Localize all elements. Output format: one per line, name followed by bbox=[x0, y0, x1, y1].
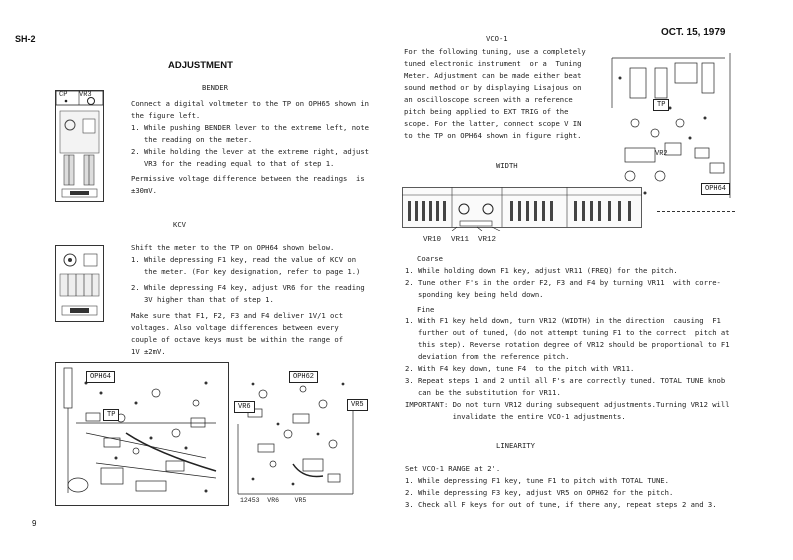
vco-board-schematic bbox=[610, 48, 735, 198]
bender-fig-label-vr3: VR3 bbox=[79, 91, 92, 99]
oph62-bottom-labels: 12453 VR6 VR5 bbox=[240, 497, 307, 504]
vr2-label: VR2 bbox=[655, 150, 668, 158]
page-number: 9 bbox=[32, 519, 37, 528]
bender-fig-label-cp: CP bbox=[59, 91, 68, 99]
coarse-heading: Coarse bbox=[417, 254, 443, 263]
oph64-label: OPH64 bbox=[86, 371, 115, 383]
vr12-label: VR12 bbox=[478, 236, 497, 244]
tp-label-right: TP bbox=[653, 99, 669, 111]
kcv-panel-figure bbox=[55, 245, 104, 322]
vco-heading: VCO-1 bbox=[486, 34, 508, 43]
bender-panel-figure bbox=[55, 90, 104, 202]
fine-text: 1. With F1 key held down, turn VR12 (WIDTH) in the direction causing F1 further out of tuned, (do not attempt tuning F1 to the correct pitch at this step). Reverse rotation degree of VR12 should be proportional to F1 deviation from the reference pitch. 2. With F4 key down, tune F4 to the pitch with VR11. 3. Repeat steps 1 and 2 until all F's are correctly tuned. TOTAL TUNE knob can be the substitution for VR11. IMPORTANT: Do not turn VR12 during subsequent adjustments.Turning VR12 will invalidate the entire VCO-1 adjustments. bbox=[405, 316, 730, 421]
vr10-label: VR10 bbox=[423, 236, 442, 244]
coarse-text: 1. While holding down F1 key, adjust VR11 (FREQ) for the pitch. 2. Tune other F's in the order F2, F3 and F4 by turning VR11 with corre- sponding key being held down. bbox=[405, 266, 721, 299]
bender-heading: BENDER bbox=[202, 83, 228, 92]
dashed-divider bbox=[657, 211, 735, 212]
oph62-label: OPH62 bbox=[289, 371, 318, 383]
section-title: ADJUSTMENT bbox=[168, 60, 233, 71]
kcv-text: Shift the meter to the TP on OPH64 shown below. 1. While depressing F1 key, read the value of KCV on the meter. (For key designation, refer to page 1.) 2. While depressing F4 key, adjust VR6 for the reading 3V higher than that of step 1. Make sure that F1, F2, F3 and F4 deliver 1V/1 oct voltages. Also voltage differences between every couple of octave keys must be within the range of 1V ±2mV. bbox=[131, 243, 365, 356]
fine-heading: Fine bbox=[417, 305, 435, 314]
width-heading: WIDTH bbox=[496, 161, 518, 170]
oph62-board-schematic bbox=[233, 364, 360, 504]
model-label: SH-2 bbox=[15, 34, 36, 44]
vr11-label: VR11 bbox=[451, 236, 470, 244]
bender-text: Connect a digital voltmeter to the TP on OPH65 shown in the figure left. 1. While pushing BENDER lever to the extreme left, note the reading on the meter. 2. While holding the lever at the extreme right, adjust VR3 for the reading equal to that of step 1. Permissive voltage difference between the readings is ±30mV. bbox=[131, 99, 369, 195]
front-panel-figure bbox=[402, 187, 642, 231]
oph64-board-schematic bbox=[55, 362, 229, 506]
vr6-label: VR6 bbox=[234, 401, 255, 413]
linearity-heading: LINEARITY bbox=[496, 441, 535, 450]
oph64-label-right: OPH64 bbox=[701, 183, 730, 195]
vco-intro-text: For the following tuning, use a completely tuned electronic instrument or a Tuning Meter. Adjustment can be made either beat sound method or by displaying Lisajous on an oscilloscope screen with a reference pitch being applied to EXT TRIG of the scope. For the latter, connect scope V IN to the TP on OPH64 shown in figure right. bbox=[404, 47, 586, 140]
kcv-heading: KCV bbox=[173, 220, 186, 229]
date-label: OCT. 15, 1979 bbox=[661, 27, 726, 38]
vr5-label: VR5 bbox=[347, 399, 368, 411]
tp-label: TP bbox=[103, 409, 119, 421]
linearity-text: Set VCO-1 RANGE at 2'. 1. While depressing F1 key, tune F1 to pitch with TOTAL TUNE. 2. While depressing F3 key, adjust VR5 on OPH62 for the pitch. 3. Check all F keys for out of tune, if there any, repeat steps 2 and 3. bbox=[405, 464, 717, 509]
